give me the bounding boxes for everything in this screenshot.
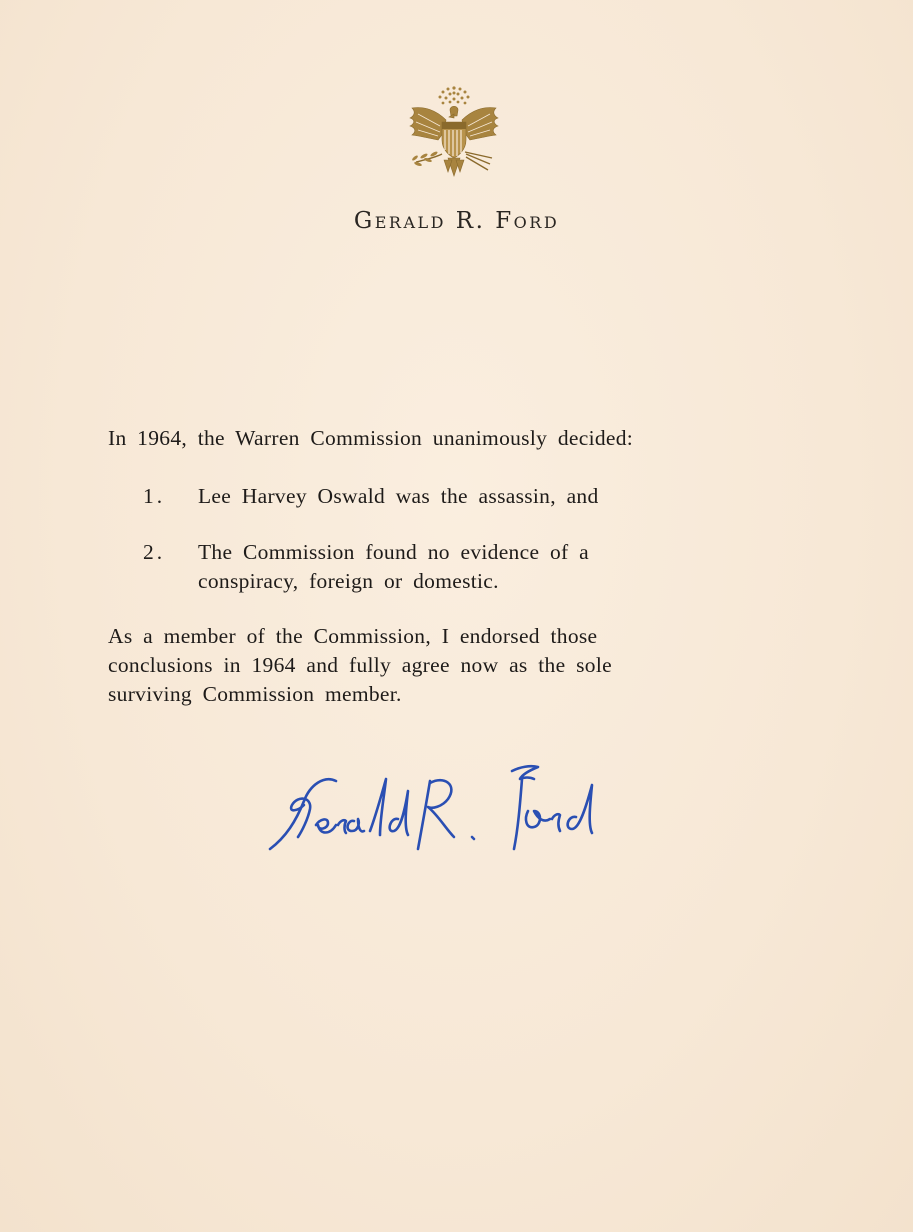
list-item-line: The Commission found no evidence of a xyxy=(198,540,589,564)
closing-paragraph xyxy=(108,622,612,709)
list-item-line: conspiracy, foreign or domestic. xyxy=(198,569,499,593)
handwritten-signature xyxy=(258,745,628,865)
list-item-number: 2. xyxy=(143,540,166,564)
closing-line: As a member of the Commission, I endorsed those xyxy=(108,624,598,648)
intro-paragraph: In 1964, the Warren Commission unanimously decided: xyxy=(108,426,634,450)
closing-line: conclusions in 1964 and fully agree now as the sole xyxy=(108,653,612,677)
closing-line: surviving Commission member. xyxy=(108,682,402,706)
list-item-text xyxy=(198,538,589,596)
list-item-text xyxy=(198,482,599,511)
list-item-line: Lee Harvey Oswald was the assassin, and xyxy=(198,484,599,508)
list-item-number: 1. xyxy=(143,484,166,508)
letterhead-name: Gerald R. Ford xyxy=(353,208,560,234)
eagle-seal-icon xyxy=(398,80,510,192)
